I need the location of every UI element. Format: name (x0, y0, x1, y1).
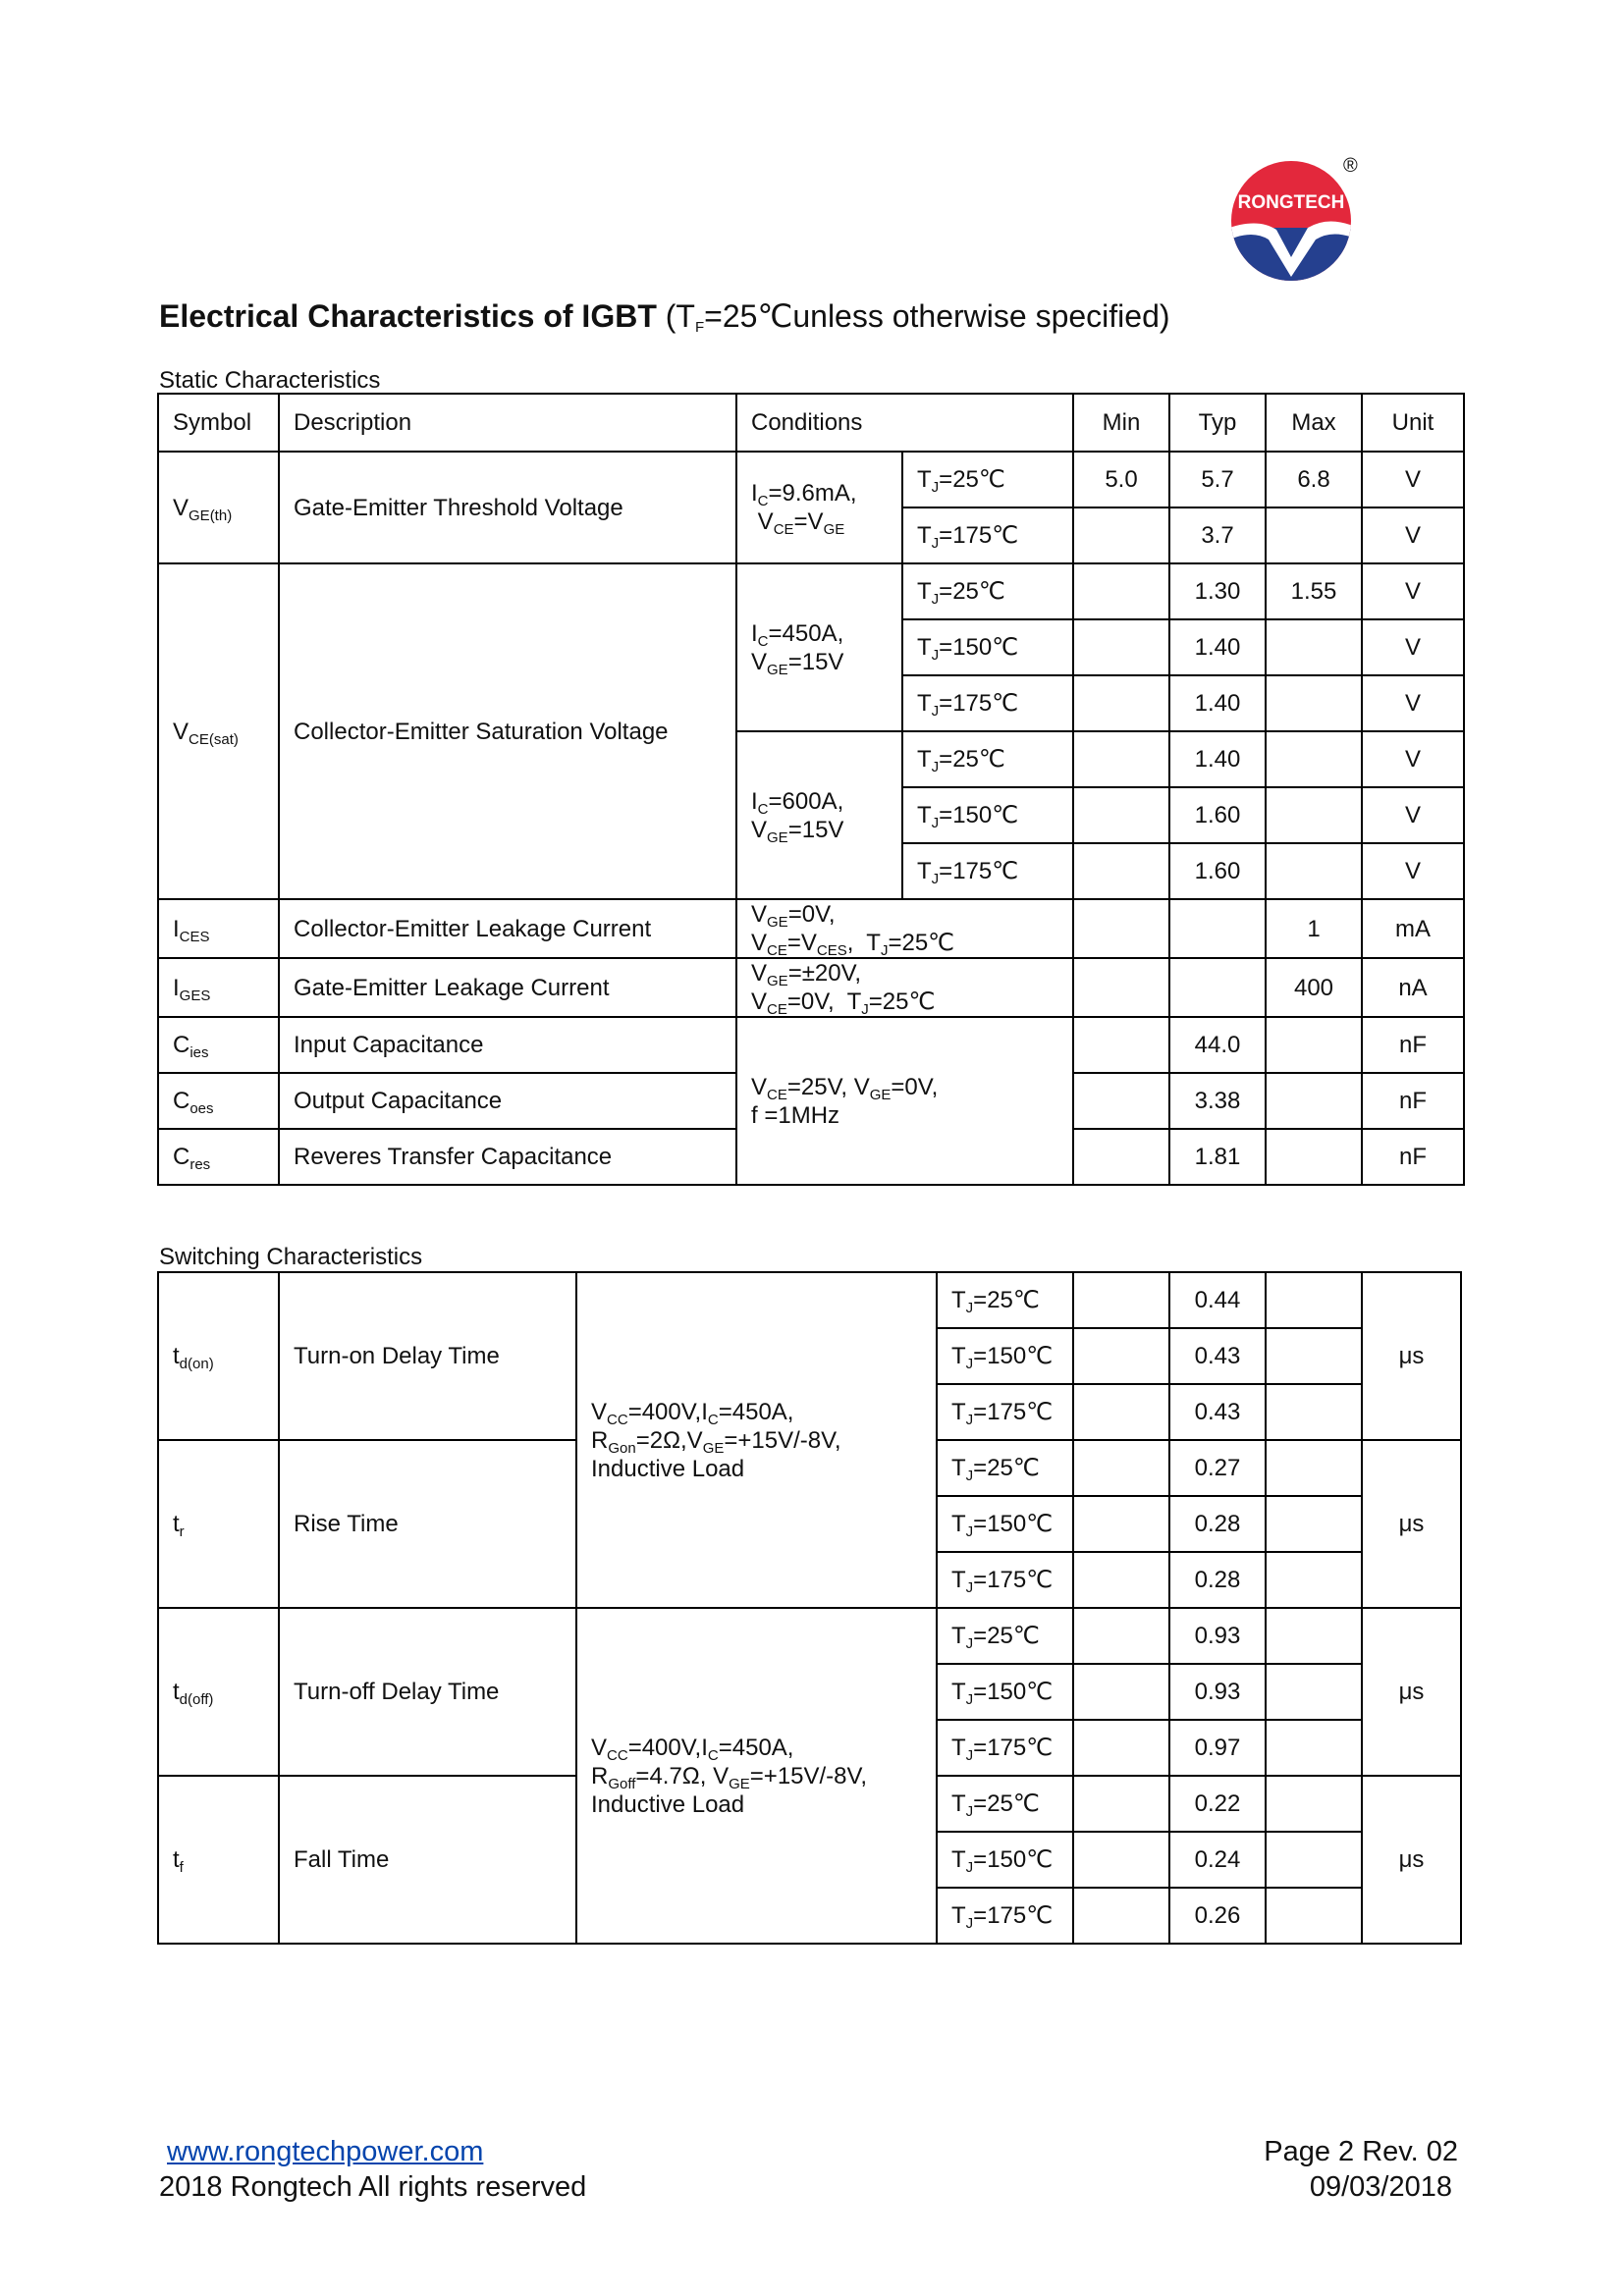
typ-value: 0.26 (1169, 1888, 1266, 1944)
tj-cell: $T_J=25℃$ (937, 1440, 1073, 1496)
unit-value: μs (1362, 1608, 1461, 1776)
tj-cell: $T_J=175℃$ (902, 507, 1073, 563)
rongtech-logo (1229, 159, 1353, 283)
cond-ices: $V_{GE}=0V$, $V_{CE}=V_{CES}$, $T_J=25℃$ (736, 899, 1073, 958)
typ-value: 1.30 (1169, 563, 1266, 619)
symbol-vcesat: $V_{CE(sat)}$ (158, 563, 279, 899)
typ-value: 0.43 (1169, 1328, 1266, 1384)
cond-vcesat-600a: $I_C=600A$, $V_{GE}=15V$ (736, 731, 902, 899)
symbol-iges: $I_{GES}$ (158, 958, 279, 1017)
static-characteristics-table (157, 393, 1465, 1186)
table-row (158, 1608, 1461, 1664)
unit-value: V (1362, 452, 1464, 507)
cond-turn-on: $V_{CC}=400V,I_C=450A$, $R_{Gon}=2\Omega,V_{GE}=+15V/-8V$, Inductive Load (576, 1272, 937, 1608)
min-value: 5.0 (1073, 452, 1169, 507)
desc-vcesat: Collector-Emitter Saturation Voltage (279, 563, 736, 899)
table-row (158, 958, 1464, 1017)
typ-value: 0.28 (1169, 1552, 1266, 1608)
desc-iges: Gate-Emitter Leakage Current (279, 958, 736, 1017)
desc-tr: Rise Time (279, 1440, 576, 1608)
static-section-title: Static Characteristics (159, 367, 381, 394)
tj-cell: $T_J=175℃$ (937, 1720, 1073, 1776)
desc-tdon: Turn-on Delay Time (279, 1272, 576, 1440)
symbol-ices: $I_{CES}$ (158, 899, 279, 958)
col-symbol: Symbol (158, 394, 279, 452)
registered-mark: ® (1343, 155, 1358, 177)
tj-cell: $T_J=25℃$ (902, 452, 1073, 507)
copyright-text: 2018 Rongtech All rights reserved (159, 2171, 587, 2203)
tj-cell: $T_J=175℃$ (937, 1552, 1073, 1608)
typ-value: 3.7 (1169, 507, 1266, 563)
page-revision: Page 2 Rev. 02 (1264, 2136, 1458, 2167)
cond-vgeth: $I_C=9.6mA$, $V_{CE}=V_{GE}$ (736, 452, 902, 563)
unit-value: V (1362, 675, 1464, 731)
table-header-row (158, 394, 1464, 452)
logo-text: RONGTECH (1237, 192, 1345, 213)
typ-value: 0.97 (1169, 1720, 1266, 1776)
unit-value: nF (1362, 1073, 1464, 1129)
tj-cell: $T_J=25℃$ (937, 1608, 1073, 1664)
typ-value: 1.81 (1169, 1129, 1266, 1185)
col-max: Max (1266, 394, 1362, 452)
typ-value: 3.38 (1169, 1073, 1266, 1129)
max-value: 1.55 (1266, 563, 1362, 619)
tj-cell: $T_J=150℃$ (937, 1832, 1073, 1888)
website-link[interactable]: www.rongtechpower.com (167, 2136, 484, 2167)
unit-value: V (1362, 563, 1464, 619)
unit-value: nA (1362, 958, 1464, 1017)
symbol-tdoff: $t_{d(off)}$ (158, 1608, 279, 1776)
tj-cell: $T_J=150℃$ (937, 1328, 1073, 1384)
typ-value: 1.40 (1169, 731, 1266, 787)
typ-value: 0.24 (1169, 1832, 1266, 1888)
tj-cell: $T_J=150℃$ (902, 619, 1073, 675)
symbol-cies: $C_{ies}$ (158, 1017, 279, 1073)
tj-cell: $T_J=25℃$ (902, 563, 1073, 619)
typ-value: 0.93 (1169, 1608, 1266, 1664)
symbol-tr: $t_r$ (158, 1440, 279, 1608)
typ-value: 5.7 (1169, 452, 1266, 507)
unit-value: V (1362, 843, 1464, 899)
max-value: 400 (1266, 958, 1362, 1017)
typ-value: 1.40 (1169, 675, 1266, 731)
typ-value: 0.22 (1169, 1776, 1266, 1832)
table-row (158, 899, 1464, 958)
tj-cell: $T_J=175℃$ (937, 1888, 1073, 1944)
unit-value: μs (1362, 1776, 1461, 1944)
tj-cell: $T_J=175℃$ (902, 675, 1073, 731)
typ-value: 0.44 (1169, 1272, 1266, 1328)
desc-coes: Output Capacitance (279, 1073, 736, 1129)
tj-cell: $T_J=150℃$ (937, 1496, 1073, 1552)
typ-value: 0.93 (1169, 1664, 1266, 1720)
typ-value: 44.0 (1169, 1017, 1266, 1073)
tj-cell: $T_J=150℃$ (902, 787, 1073, 843)
unit-value: μs (1362, 1272, 1461, 1440)
tj-cell: $T_J=150℃$ (937, 1664, 1073, 1720)
symbol-tdon: $t_{d(on)}$ (158, 1272, 279, 1440)
tj-cell: $T_J=175℃$ (937, 1384, 1073, 1440)
typ-value: 0.28 (1169, 1496, 1266, 1552)
unit-value: μs (1362, 1440, 1461, 1608)
symbol-tf: $t_f$ (158, 1776, 279, 1944)
table-row (158, 452, 1464, 507)
typ-value: 1.60 (1169, 787, 1266, 843)
col-typ: Typ (1169, 394, 1266, 452)
cond-capacitance: $V_{CE}=25V$, $V_{GE}=0V$, f =1MHz (736, 1017, 1073, 1185)
desc-tdoff: Turn-off Delay Time (279, 1608, 576, 1776)
unit-value: V (1362, 787, 1464, 843)
table-row (158, 1272, 1461, 1328)
desc-tf: Fall Time (279, 1776, 576, 1944)
desc-cies: Input Capacitance (279, 1017, 736, 1073)
typ-value: 0.43 (1169, 1384, 1266, 1440)
unit-value: mA (1362, 899, 1464, 958)
tj-cell: $T_J=175℃$ (902, 843, 1073, 899)
col-unit: Unit (1362, 394, 1464, 452)
unit-value: V (1362, 507, 1464, 563)
cond-iges: $V_{GE}=\pm 20V$, $V_{CE}=0V$, $T_J=25℃$ (736, 958, 1073, 1017)
unit-value: nF (1362, 1129, 1464, 1185)
symbol-cres: $C_{res}$ (158, 1129, 279, 1185)
footer-date: 09/03/2018 (1309, 2171, 1452, 2203)
col-description: Description (279, 394, 736, 452)
tj-cell: $T_J=25℃$ (937, 1272, 1073, 1328)
symbol-coes: $C_{oes}$ (158, 1073, 279, 1129)
unit-value: nF (1362, 1017, 1464, 1073)
cond-vcesat-450a: $I_C=450A$, $V_{GE}=15V$ (736, 563, 902, 731)
switching-section-title: Switching Characteristics (159, 1244, 423, 1270)
page-title: Electrical Characteristics of IGBT ($T_F=25℃unless$ otherwise specified) (159, 298, 1170, 336)
tj-cell: $T_J=25℃$ (902, 731, 1073, 787)
table-row (158, 563, 1464, 619)
switching-characteristics-table (157, 1271, 1462, 1945)
typ-value: 1.40 (1169, 619, 1266, 675)
col-conditions: Conditions (736, 394, 1073, 452)
desc-cres: Reveres Transfer Capacitance (279, 1129, 736, 1185)
col-min: Min (1073, 394, 1169, 452)
max-value: 6.8 (1266, 452, 1362, 507)
unit-value: V (1362, 731, 1464, 787)
unit-value: V (1362, 619, 1464, 675)
desc-vgeth: Gate-Emitter Threshold Voltage (279, 452, 736, 563)
table-row (158, 1017, 1464, 1073)
desc-ices: Collector-Emitter Leakage Current (279, 899, 736, 958)
typ-value: 1.60 (1169, 843, 1266, 899)
tj-cell: $T_J=25℃$ (937, 1776, 1073, 1832)
symbol-vgeth: $V_{GE(th)}$ (158, 452, 279, 563)
typ-value: 0.27 (1169, 1440, 1266, 1496)
cond-turn-off: $V_{CC}=400V,I_C=450A$, $R_{Goff}=4.7\Omega$, $V_{GE}=+15V/-8V$, Inductive Load (576, 1608, 937, 1944)
max-value: 1 (1266, 899, 1362, 958)
